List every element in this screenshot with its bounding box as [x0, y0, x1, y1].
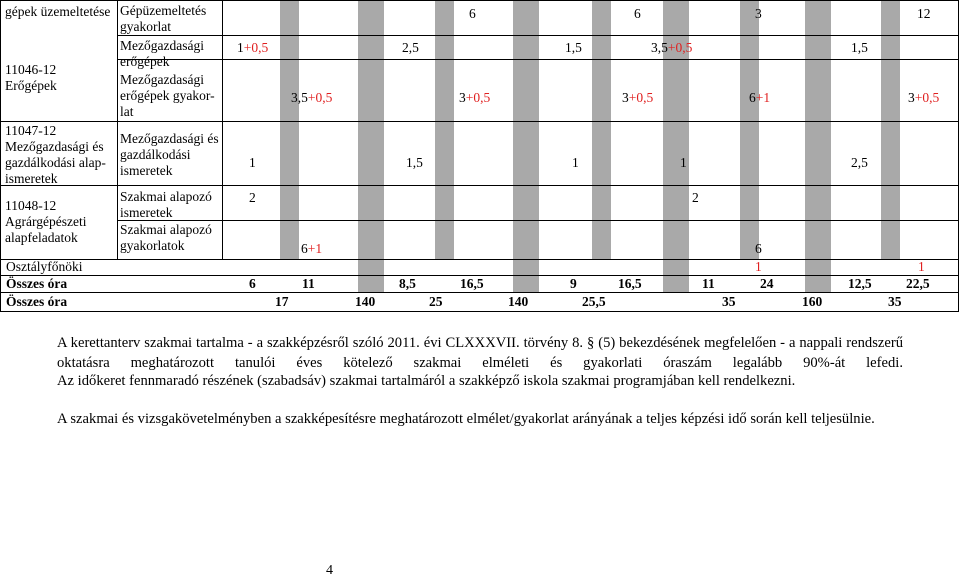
row-label: Osztályfőnöki	[6, 259, 83, 274]
group-label-line: ismeretek	[5, 171, 58, 186]
table-rule	[117, 0, 118, 259]
group-label-line: Erőgépek	[5, 78, 57, 93]
table-cell: 6	[634, 6, 641, 21]
table-cell: 3,5+0,5	[291, 90, 333, 105]
subject-label-line: Szakmai alapozó	[120, 222, 212, 237]
table-rule	[0, 0, 959, 1]
table-cell: 35	[722, 294, 736, 309]
table-cell: 140	[355, 294, 376, 309]
table-cell: 3+0,5	[459, 90, 491, 105]
subject-label-line: erőgépek gyakor-	[120, 88, 215, 103]
table-rule	[0, 121, 959, 122]
page-number: 4	[326, 563, 333, 578]
paragraph-elmelet-gyakorlat: A szakmai és vizsgakövetelményben a szakképesítésre meghatározott elmélet/gyakorlat arányának a teljes képzési idő során kell teljesülnie.	[57, 411, 875, 427]
table-cell: 2,5	[402, 40, 419, 55]
table-cell: 1,5	[406, 155, 423, 170]
table-cell: 3,5+0,5	[651, 40, 693, 55]
table-cell: 2,5	[851, 155, 868, 170]
table-cell: 6	[469, 6, 476, 21]
table-cell: 9	[570, 276, 577, 291]
row-label: Összes óra	[6, 294, 68, 309]
table-cell: 22,5	[906, 276, 930, 291]
table-cell: 12	[917, 6, 931, 21]
table-rule	[0, 311, 959, 312]
subject-label-line: erőgépek	[120, 54, 170, 69]
table-cell: 3+0,5	[908, 90, 940, 105]
subject-label-line: ismeretek	[120, 205, 173, 220]
group-label-line: Mezőgazdasági és	[5, 139, 104, 154]
paragraph-kerettanterv: A kerettanterv szakmai tartalma - a szakképzésről szóló 2011. évi CLXXXVII. törvény 8. § (5) bekezdésének megfelelően - a nappali rendszerű oktatásra meghatározott tanulói éves kötelező szakmai elméleti és gyakorlati óraszám legalább 90%-át lefedi.	[57, 335, 903, 371]
table-cell: 17	[275, 294, 289, 309]
group-label-line: 11048-12	[5, 198, 57, 213]
group-label-line: 11046-12	[5, 62, 57, 77]
table-rule	[117, 220, 959, 221]
table-cell: 1	[755, 259, 762, 274]
table-cell: 6	[755, 241, 762, 256]
subject-label-line: lat	[120, 104, 134, 119]
table-cell: 3	[755, 6, 762, 21]
group-label-line: gazdálkodási alap-	[5, 155, 106, 170]
group-label-line: Agrárgépészeti	[5, 214, 87, 229]
table-cell: 140	[508, 294, 529, 309]
subject-label-line: Gépüzemeltetés	[120, 3, 207, 18]
group-label-line: 11047-12	[5, 123, 57, 138]
table-rule	[0, 185, 959, 186]
table-cell: 1,5	[565, 40, 582, 55]
table-cell: 24	[760, 276, 774, 291]
table-rule	[117, 35, 959, 36]
table-cell: 6	[249, 276, 256, 291]
table-cell: 25,5	[582, 294, 606, 309]
group-label-line: gépek üzemeltetése	[5, 4, 111, 19]
table-cell: 1	[918, 259, 925, 274]
table-cell: 1	[680, 155, 687, 170]
table-cell: 2	[692, 190, 699, 205]
table-cell: 11	[302, 276, 315, 291]
table-cell: 1+0,5	[237, 40, 269, 55]
table-cell: 6+1	[749, 90, 771, 105]
table-rule	[0, 0, 1, 312]
table-cell: 16,5	[460, 276, 484, 291]
gray-column-4	[513, 0, 539, 292]
table-rule	[0, 292, 959, 293]
subject-label-line: Mezőgazdasági és	[120, 131, 219, 146]
gray-column-2	[358, 0, 384, 292]
table-rule	[117, 59, 959, 60]
table-cell: 8,5	[399, 276, 416, 291]
table-cell: 1,5	[851, 40, 868, 55]
table-cell: 1	[572, 155, 579, 170]
subject-label-line: Mezőgazdasági	[120, 72, 204, 87]
table-cell: 3+0,5	[622, 90, 654, 105]
subject-label-line: ismeretek	[120, 163, 173, 178]
subject-label-line: gazdálkodási	[120, 147, 191, 162]
table-cell: 1	[249, 155, 256, 170]
subject-label-line: gyakorlat	[120, 19, 171, 34]
row-label: Összes óra	[6, 276, 68, 291]
subject-label-line: Mezőgazdasági	[120, 38, 204, 53]
table-cell: 12,5	[848, 276, 872, 291]
table-cell: 35	[888, 294, 902, 309]
table-cell: 160	[802, 294, 823, 309]
table-cell: 16,5	[618, 276, 642, 291]
table-cell: 25	[429, 294, 443, 309]
group-label-line: alapfeladatok	[5, 230, 78, 245]
table-cell: 6+1	[301, 241, 323, 256]
table-rule	[222, 0, 223, 259]
table-cell: 11	[702, 276, 715, 291]
paragraph-idokeret: Az időkeret fennmaradó részének (szabadsáv) szakmai tartalmáról a szakképző iskola szakmai programjában kell rendelkezni.	[57, 373, 796, 389]
table-cell: 2	[249, 190, 256, 205]
gray-column-8	[805, 0, 831, 292]
subject-label-line: Szakmai alapozó	[120, 189, 212, 204]
subject-label-line: gyakorlatok	[120, 238, 185, 253]
table-rule	[0, 259, 959, 260]
